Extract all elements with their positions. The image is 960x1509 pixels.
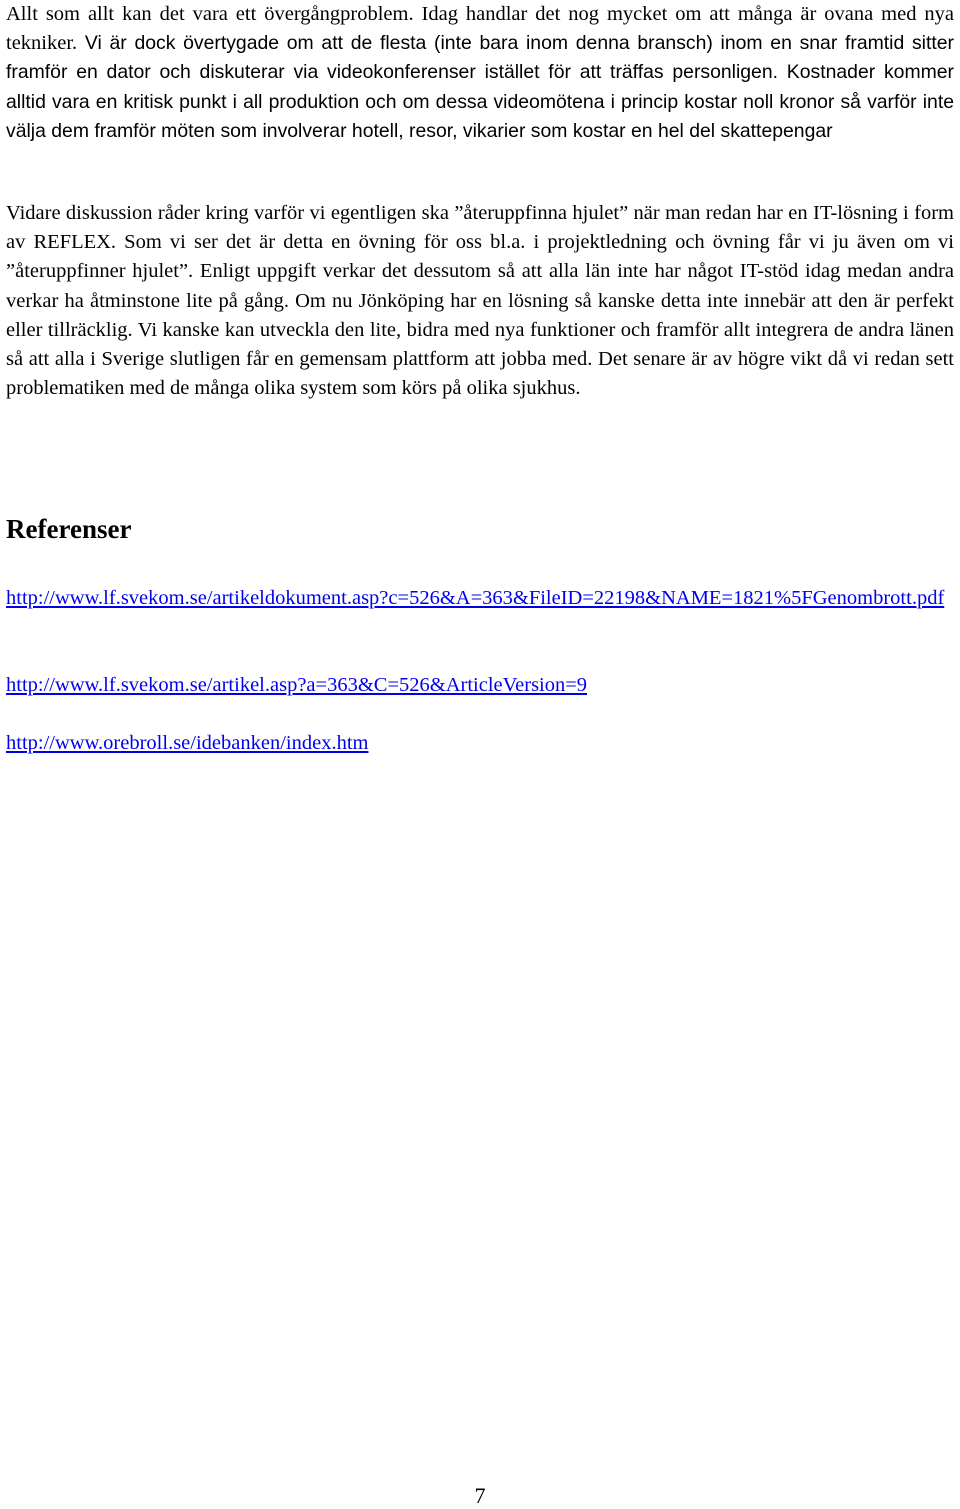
reference-link-3[interactable]: http://www.orebroll.se/idebanken/index.htm <box>6 732 369 754</box>
paragraph-1-sans-text: Vi är dock övertygade om att de flesta (inte bara inom denna bransch) inom en snar framtid sitter framför en dator och diskuterar via videokonferenser istället för att träffas personligen. Kostnader kommer alltid vara en kritisk punkt i all produktion och om dessa videomötena i princip kostar noll kronor så varför inte välja dem framför möten som involverar hotell, resor, vikarier som kostar en hel del skattepengar <box>6 32 954 142</box>
body-paragraph-1 <box>6 0 954 146</box>
page-number: 7 <box>474 1483 486 1508</box>
reference-link-1[interactable]: http://www.lf.svekom.se/artikeldokument.asp?c=526&A=363&FileID=22198&NAME=1821%5FGenombrott.pdf <box>6 587 945 609</box>
body-paragraph-2: Vidare diskussion råder kring varför vi egentligen ska ”återuppfinna hjulet” när man redan har en IT-lösning i form av REFLEX. Som vi ser det är detta en övning för oss bl.a. i projektledning och övning får vi ju även om vi ”återuppfinner hjulet”. Enligt uppgift verkar det dessutom så att alla län inte har något IT-stöd idag medan andra verkar ha åtminstone lite på gång. Om nu Jönköping har en lösning så kanske detta inte innebär att den är perfekt eller tillräcklig. Vi kanske kan utveckla den lite, bidra med nya funktioner och framför allt integrera de andra länen så att alla i Sverige slutligen får en gemensam plattform att jobba med. Det senare är av högre vikt då vi redan sett problematiken med de många olika system som körs på olika sjukhus. <box>6 202 954 400</box>
references-heading: Referenser <box>6 514 132 544</box>
paragraph-1-serif-text: Allt som allt kan det vara ett övergångproblem. Idag handlar det nog mycket om att många är ovana med nya tekniker. <box>6 3 954 55</box>
reference-link-2[interactable]: http://www.lf.svekom.se/artikel.asp?a=363&C=526&ArticleVersion=9 <box>6 674 588 696</box>
